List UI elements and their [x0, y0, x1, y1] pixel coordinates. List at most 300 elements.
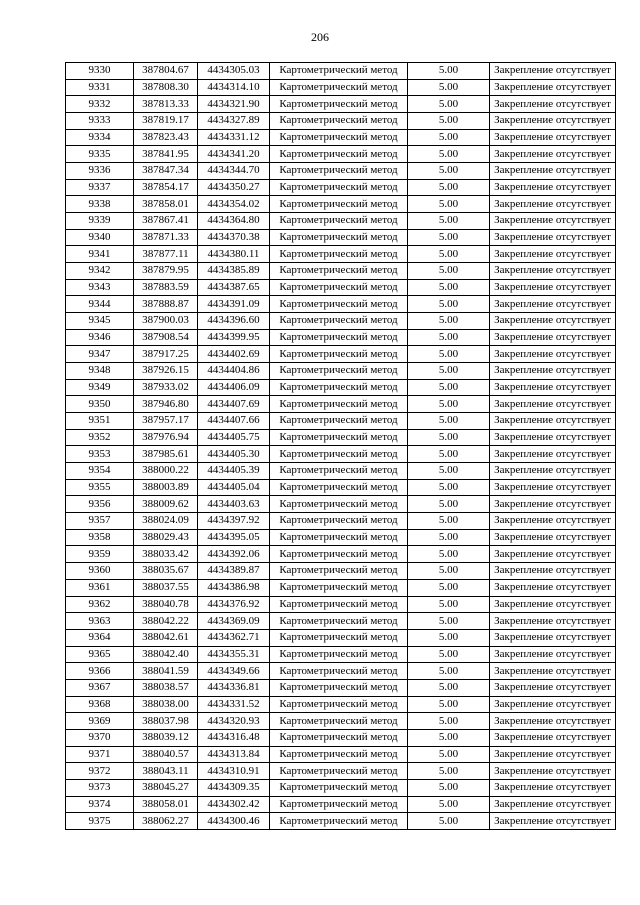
method-cell: Картометрический метод [270, 113, 408, 130]
point-number-cell: 9360 [66, 563, 134, 580]
point-number-cell: 9336 [66, 163, 134, 180]
method-cell: Картометрический метод [270, 596, 408, 613]
x-coordinate-cell: 388042.61 [134, 629, 198, 646]
accuracy-cell: 5.00 [408, 763, 490, 780]
table-row [66, 379, 616, 396]
accuracy-cell: 5.00 [408, 179, 490, 196]
y-coordinate-cell: 4434385.89 [198, 263, 270, 280]
method-cell: Картометрический метод [270, 179, 408, 196]
point-number-cell: 9362 [66, 596, 134, 613]
y-coordinate-cell: 4434364.80 [198, 213, 270, 230]
fixation-cell: Закрепление отсутствует [490, 696, 616, 713]
x-coordinate-cell: 388045.27 [134, 779, 198, 796]
accuracy-cell: 5.00 [408, 246, 490, 263]
accuracy-cell: 5.00 [408, 629, 490, 646]
y-coordinate-cell: 4434314.10 [198, 79, 270, 96]
table-row [66, 113, 616, 130]
y-coordinate-cell: 4434395.05 [198, 529, 270, 546]
fixation-cell: Закрепление отсутствует [490, 213, 616, 230]
method-cell: Картометрический метод [270, 563, 408, 580]
accuracy-cell: 5.00 [408, 79, 490, 96]
table-row [66, 246, 616, 263]
table-row [66, 396, 616, 413]
method-cell: Картометрический метод [270, 296, 408, 313]
point-number-cell: 9340 [66, 229, 134, 246]
fixation-cell: Закрепление отсутствует [490, 313, 616, 330]
point-number-cell: 9333 [66, 113, 134, 130]
y-coordinate-cell: 4434349.66 [198, 663, 270, 680]
accuracy-cell: 5.00 [408, 546, 490, 563]
fixation-cell: Закрепление отсутствует [490, 796, 616, 813]
y-coordinate-cell: 4434392.06 [198, 546, 270, 563]
fixation-cell: Закрепление отсутствует [490, 596, 616, 613]
fixation-cell: Закрепление отсутствует [490, 346, 616, 363]
fixation-cell: Закрепление отсутствует [490, 229, 616, 246]
table-row [66, 663, 616, 680]
x-coordinate-cell: 387926.15 [134, 363, 198, 380]
table-row [66, 363, 616, 380]
method-cell: Картометрический метод [270, 529, 408, 546]
accuracy-cell: 5.00 [408, 813, 490, 830]
y-coordinate-cell: 4434386.98 [198, 579, 270, 596]
point-number-cell: 9331 [66, 79, 134, 96]
table-row [66, 63, 616, 80]
table-row [66, 96, 616, 113]
table-row [66, 79, 616, 96]
point-number-cell: 9363 [66, 613, 134, 630]
method-cell: Картометрический метод [270, 496, 408, 513]
method-cell: Картометрический метод [270, 546, 408, 563]
x-coordinate-cell: 388009.62 [134, 496, 198, 513]
method-cell: Картометрический метод [270, 129, 408, 146]
y-coordinate-cell: 4434313.84 [198, 746, 270, 763]
method-cell: Картометрический метод [270, 646, 408, 663]
fixation-cell: Закрепление отсутствует [490, 246, 616, 263]
point-number-cell: 9374 [66, 796, 134, 813]
method-cell: Картометрический метод [270, 613, 408, 630]
method-cell: Картометрический метод [270, 446, 408, 463]
fixation-cell: Закрепление отсутствует [490, 196, 616, 213]
x-coordinate-cell: 387823.43 [134, 129, 198, 146]
table-row [66, 529, 616, 546]
x-coordinate-cell: 387813.33 [134, 96, 198, 113]
point-number-cell: 9335 [66, 146, 134, 163]
x-coordinate-cell: 387819.17 [134, 113, 198, 130]
method-cell: Картометрический метод [270, 429, 408, 446]
point-number-cell: 9350 [66, 396, 134, 413]
method-cell: Картометрический метод [270, 479, 408, 496]
accuracy-cell: 5.00 [408, 479, 490, 496]
fixation-cell: Закрепление отсутствует [490, 329, 616, 346]
point-number-cell: 9354 [66, 463, 134, 480]
x-coordinate-cell: 387888.87 [134, 296, 198, 313]
point-number-cell: 9367 [66, 679, 134, 696]
method-cell: Картометрический метод [270, 729, 408, 746]
table-row [66, 779, 616, 796]
accuracy-cell: 5.00 [408, 96, 490, 113]
y-coordinate-cell: 4434399.95 [198, 329, 270, 346]
table-row [66, 629, 616, 646]
x-coordinate-cell: 388038.00 [134, 696, 198, 713]
point-number-cell: 9355 [66, 479, 134, 496]
x-coordinate-cell: 387883.59 [134, 279, 198, 296]
x-coordinate-cell: 388042.22 [134, 613, 198, 630]
table-row [66, 446, 616, 463]
point-number-cell: 9365 [66, 646, 134, 663]
y-coordinate-cell: 4434369.09 [198, 613, 270, 630]
fixation-cell: Закрепление отсутствует [490, 96, 616, 113]
accuracy-cell: 5.00 [408, 646, 490, 663]
y-coordinate-cell: 4434302.42 [198, 796, 270, 813]
point-number-cell: 9357 [66, 513, 134, 530]
method-cell: Картометрический метод [270, 413, 408, 430]
method-cell: Картометрический метод [270, 213, 408, 230]
y-coordinate-cell: 4434331.52 [198, 696, 270, 713]
point-number-cell: 9346 [66, 329, 134, 346]
y-coordinate-cell: 4434397.92 [198, 513, 270, 530]
x-coordinate-cell: 388040.57 [134, 746, 198, 763]
point-number-cell: 9343 [66, 279, 134, 296]
fixation-cell: Закрепление отсутствует [490, 479, 616, 496]
point-number-cell: 9368 [66, 696, 134, 713]
fixation-cell: Закрепление отсутствует [490, 113, 616, 130]
accuracy-cell: 5.00 [408, 529, 490, 546]
x-coordinate-cell: 387871.33 [134, 229, 198, 246]
y-coordinate-cell: 4434376.92 [198, 596, 270, 613]
table-row [66, 696, 616, 713]
accuracy-cell: 5.00 [408, 796, 490, 813]
fixation-cell: Закрепление отсутствует [490, 463, 616, 480]
point-number-cell: 9364 [66, 629, 134, 646]
point-number-cell: 9339 [66, 213, 134, 230]
point-number-cell: 9332 [66, 96, 134, 113]
fixation-cell: Закрепление отсутствует [490, 446, 616, 463]
x-coordinate-cell: 388033.42 [134, 546, 198, 563]
fixation-cell: Закрепление отсутствует [490, 763, 616, 780]
y-coordinate-cell: 4434405.75 [198, 429, 270, 446]
table-row [66, 429, 616, 446]
table-row [66, 513, 616, 530]
y-coordinate-cell: 4434354.02 [198, 196, 270, 213]
accuracy-cell: 5.00 [408, 679, 490, 696]
x-coordinate-cell: 387908.54 [134, 329, 198, 346]
point-number-cell: 9359 [66, 546, 134, 563]
x-coordinate-cell: 387917.25 [134, 346, 198, 363]
x-coordinate-cell: 387985.61 [134, 446, 198, 463]
y-coordinate-cell: 4434350.27 [198, 179, 270, 196]
method-cell: Картометрический метод [270, 396, 408, 413]
y-coordinate-cell: 4434336.81 [198, 679, 270, 696]
point-number-cell: 9371 [66, 746, 134, 763]
point-number-cell: 9366 [66, 663, 134, 680]
point-number-cell: 9369 [66, 713, 134, 730]
fixation-cell: Закрепление отсутствует [490, 179, 616, 196]
x-coordinate-cell: 387858.01 [134, 196, 198, 213]
method-cell: Картометрический метод [270, 813, 408, 830]
page-number: 206 [311, 30, 329, 44]
y-coordinate-cell: 4434406.09 [198, 379, 270, 396]
y-coordinate-cell: 4434404.86 [198, 363, 270, 380]
fixation-cell: Закрепление отсутствует [490, 429, 616, 446]
fixation-cell: Закрепление отсутствует [490, 146, 616, 163]
table-row [66, 796, 616, 813]
point-number-cell: 9370 [66, 729, 134, 746]
point-number-cell: 9373 [66, 779, 134, 796]
y-coordinate-cell: 4434391.09 [198, 296, 270, 313]
table-row [66, 596, 616, 613]
table-row [66, 746, 616, 763]
accuracy-cell: 5.00 [408, 196, 490, 213]
method-cell: Картометрический метод [270, 279, 408, 296]
y-coordinate-cell: 4434370.38 [198, 229, 270, 246]
y-coordinate-cell: 4434331.12 [198, 129, 270, 146]
accuracy-cell: 5.00 [408, 413, 490, 430]
x-coordinate-cell: 387804.67 [134, 63, 198, 80]
method-cell: Картометрический метод [270, 746, 408, 763]
accuracy-cell: 5.00 [408, 379, 490, 396]
table-row [66, 279, 616, 296]
accuracy-cell: 5.00 [408, 113, 490, 130]
point-number-cell: 9361 [66, 579, 134, 596]
table-row [66, 413, 616, 430]
fixation-cell: Закрепление отсутствует [490, 379, 616, 396]
table-row [66, 163, 616, 180]
fixation-cell: Закрепление отсутствует [490, 413, 616, 430]
point-number-cell: 9351 [66, 413, 134, 430]
point-number-cell: 9347 [66, 346, 134, 363]
fixation-cell: Закрепление отсутствует [490, 746, 616, 763]
table-row [66, 479, 616, 496]
y-coordinate-cell: 4434396.60 [198, 313, 270, 330]
y-coordinate-cell: 4434407.66 [198, 413, 270, 430]
accuracy-cell: 5.00 [408, 63, 490, 80]
y-coordinate-cell: 4434316.48 [198, 729, 270, 746]
accuracy-cell: 5.00 [408, 296, 490, 313]
method-cell: Картометрический метод [270, 663, 408, 680]
table-row [66, 646, 616, 663]
x-coordinate-cell: 387847.34 [134, 163, 198, 180]
y-coordinate-cell: 4434341.20 [198, 146, 270, 163]
x-coordinate-cell: 388003.89 [134, 479, 198, 496]
table-row [66, 196, 616, 213]
accuracy-cell: 5.00 [408, 746, 490, 763]
fixation-cell: Закрепление отсутствует [490, 63, 616, 80]
accuracy-cell: 5.00 [408, 513, 490, 530]
x-coordinate-cell: 387900.03 [134, 313, 198, 330]
y-coordinate-cell: 4434362.71 [198, 629, 270, 646]
y-coordinate-cell: 4434405.30 [198, 446, 270, 463]
point-number-cell: 9337 [66, 179, 134, 196]
accuracy-cell: 5.00 [408, 713, 490, 730]
method-cell: Картометрический метод [270, 79, 408, 96]
accuracy-cell: 5.00 [408, 313, 490, 330]
accuracy-cell: 5.00 [408, 613, 490, 630]
x-coordinate-cell: 388035.67 [134, 563, 198, 580]
point-number-cell: 9348 [66, 363, 134, 380]
y-coordinate-cell: 4434320.93 [198, 713, 270, 730]
point-number-cell: 9353 [66, 446, 134, 463]
x-coordinate-cell: 388040.78 [134, 596, 198, 613]
table-row [66, 679, 616, 696]
accuracy-cell: 5.00 [408, 729, 490, 746]
y-coordinate-cell: 4434321.90 [198, 96, 270, 113]
x-coordinate-cell: 388062.27 [134, 813, 198, 830]
table-row [66, 579, 616, 596]
y-coordinate-cell: 4434305.03 [198, 63, 270, 80]
table-row [66, 813, 616, 830]
y-coordinate-cell: 4434405.04 [198, 479, 270, 496]
accuracy-cell: 5.00 [408, 696, 490, 713]
method-cell: Картометрический метод [270, 379, 408, 396]
point-number-cell: 9338 [66, 196, 134, 213]
y-coordinate-cell: 4434309.35 [198, 779, 270, 796]
method-cell: Картометрический метод [270, 713, 408, 730]
table-row [66, 546, 616, 563]
accuracy-cell: 5.00 [408, 579, 490, 596]
y-coordinate-cell: 4434344.70 [198, 163, 270, 180]
method-cell: Картометрический метод [270, 313, 408, 330]
fixation-cell: Закрепление отсутствует [490, 163, 616, 180]
x-coordinate-cell: 387854.17 [134, 179, 198, 196]
table-row [66, 613, 616, 630]
table-row [66, 296, 616, 313]
method-cell: Картометрический метод [270, 346, 408, 363]
accuracy-cell: 5.00 [408, 779, 490, 796]
table-row [66, 563, 616, 580]
fixation-cell: Закрепление отсутствует [490, 279, 616, 296]
fixation-cell: Закрепление отсутствует [490, 363, 616, 380]
y-coordinate-cell: 4434355.31 [198, 646, 270, 663]
fixation-cell: Закрепление отсутствует [490, 513, 616, 530]
method-cell: Картометрический метод [270, 696, 408, 713]
table-body [66, 63, 616, 830]
x-coordinate-cell: 387841.95 [134, 146, 198, 163]
fixation-cell: Закрепление отсутствует [490, 396, 616, 413]
x-coordinate-cell: 388058.01 [134, 796, 198, 813]
y-coordinate-cell: 4434380.11 [198, 246, 270, 263]
method-cell: Картометрический метод [270, 96, 408, 113]
table-row [66, 146, 616, 163]
x-coordinate-cell: 388000.22 [134, 463, 198, 480]
point-number-cell: 9352 [66, 429, 134, 446]
method-cell: Картометрический метод [270, 196, 408, 213]
fixation-cell: Закрепление отсутствует [490, 713, 616, 730]
point-number-cell: 9375 [66, 813, 134, 830]
accuracy-cell: 5.00 [408, 329, 490, 346]
x-coordinate-cell: 387957.17 [134, 413, 198, 430]
y-coordinate-cell: 4434402.69 [198, 346, 270, 363]
method-cell: Картометрический метод [270, 779, 408, 796]
y-coordinate-cell: 4434300.46 [198, 813, 270, 830]
x-coordinate-cell: 387808.30 [134, 79, 198, 96]
fixation-cell: Закрепление отсутствует [490, 779, 616, 796]
fixation-cell: Закрепление отсутствует [490, 529, 616, 546]
x-coordinate-cell: 388038.57 [134, 679, 198, 696]
fixation-cell: Закрепление отсутствует [490, 579, 616, 596]
fixation-cell: Закрепление отсутствует [490, 496, 616, 513]
x-coordinate-cell: 388037.55 [134, 579, 198, 596]
accuracy-cell: 5.00 [408, 129, 490, 146]
method-cell: Картометрический метод [270, 329, 408, 346]
accuracy-cell: 5.00 [408, 496, 490, 513]
method-cell: Картометрический метод [270, 763, 408, 780]
table-row [66, 346, 616, 363]
x-coordinate-cell: 387933.02 [134, 379, 198, 396]
fixation-cell: Закрепление отсутствует [490, 629, 616, 646]
point-number-cell: 9356 [66, 496, 134, 513]
fixation-cell: Закрепление отсутствует [490, 679, 616, 696]
method-cell: Картометрический метод [270, 579, 408, 596]
x-coordinate-cell: 387976.94 [134, 429, 198, 446]
fixation-cell: Закрепление отсутствует [490, 729, 616, 746]
accuracy-cell: 5.00 [408, 429, 490, 446]
fixation-cell: Закрепление отсутствует [490, 129, 616, 146]
table-row [66, 129, 616, 146]
table-row [66, 313, 616, 330]
method-cell: Картометрический метод [270, 796, 408, 813]
table-row [66, 463, 616, 480]
method-cell: Картометрический метод [270, 363, 408, 380]
fixation-cell: Закрепление отсутствует [490, 79, 616, 96]
point-number-cell: 9358 [66, 529, 134, 546]
fixation-cell: Закрепление отсутствует [490, 613, 616, 630]
fixation-cell: Закрепление отсутствует [490, 646, 616, 663]
fixation-cell: Закрепление отсутствует [490, 813, 616, 830]
method-cell: Картометрический метод [270, 229, 408, 246]
point-number-cell: 9342 [66, 263, 134, 280]
table-row [66, 213, 616, 230]
point-number-cell: 9344 [66, 296, 134, 313]
accuracy-cell: 5.00 [408, 229, 490, 246]
fixation-cell: Закрепление отсутствует [490, 263, 616, 280]
fixation-cell: Закрепление отсутствует [490, 296, 616, 313]
point-number-cell: 9345 [66, 313, 134, 330]
accuracy-cell: 5.00 [408, 163, 490, 180]
point-number-cell: 9341 [66, 246, 134, 263]
x-coordinate-cell: 388039.12 [134, 729, 198, 746]
fixation-cell: Закрепление отсутствует [490, 663, 616, 680]
x-coordinate-cell: 388042.40 [134, 646, 198, 663]
point-number-cell: 9372 [66, 763, 134, 780]
accuracy-cell: 5.00 [408, 446, 490, 463]
x-coordinate-cell: 388043.11 [134, 763, 198, 780]
method-cell: Картометрический метод [270, 63, 408, 80]
x-coordinate-cell: 387867.41 [134, 213, 198, 230]
fixation-cell: Закрепление отсутствует [490, 563, 616, 580]
method-cell: Картометрический метод [270, 463, 408, 480]
x-coordinate-cell: 388037.98 [134, 713, 198, 730]
point-number-cell: 9334 [66, 129, 134, 146]
accuracy-cell: 5.00 [408, 263, 490, 280]
y-coordinate-cell: 4434387.65 [198, 279, 270, 296]
accuracy-cell: 5.00 [408, 363, 490, 380]
fixation-cell: Закрепление отсутствует [490, 546, 616, 563]
y-coordinate-cell: 4434407.69 [198, 396, 270, 413]
accuracy-cell: 5.00 [408, 563, 490, 580]
y-coordinate-cell: 4434405.39 [198, 463, 270, 480]
point-number-cell: 9330 [66, 63, 134, 80]
x-coordinate-cell: 387877.11 [134, 246, 198, 263]
coordinates-table [65, 62, 616, 830]
method-cell: Картометрический метод [270, 163, 408, 180]
table-row [66, 179, 616, 196]
accuracy-cell: 5.00 [408, 463, 490, 480]
accuracy-cell: 5.00 [408, 396, 490, 413]
x-coordinate-cell: 387946.80 [134, 396, 198, 413]
method-cell: Картометрический метод [270, 146, 408, 163]
table-row [66, 496, 616, 513]
x-coordinate-cell: 388041.59 [134, 663, 198, 680]
